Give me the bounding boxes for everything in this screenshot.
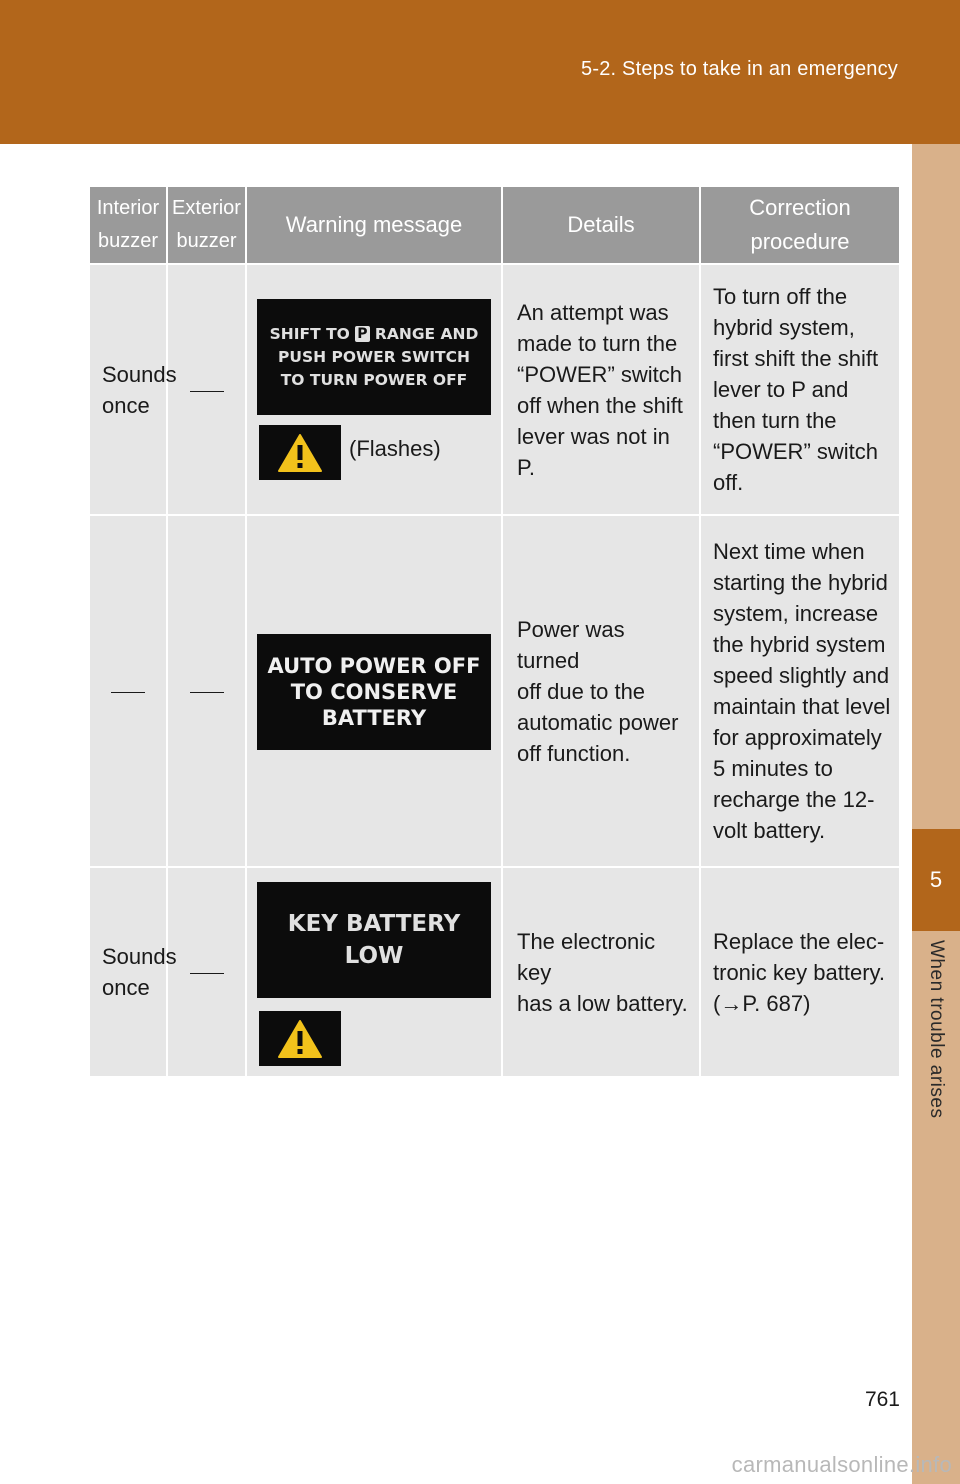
correction-line: recharge the 12- (713, 787, 875, 812)
warning-message-cell (246, 515, 502, 867)
lcd-display (257, 634, 491, 750)
details-line: lever was not in P. (517, 423, 670, 480)
details-line: automatic power (517, 709, 679, 735)
warning-triangle-icon (277, 433, 323, 473)
section-title: 5-2. Steps to take in an emergency (581, 58, 898, 80)
warning-message-cell (246, 867, 502, 1077)
correction-cell (700, 264, 900, 515)
header-details: Details (502, 186, 700, 264)
chapter-label (912, 940, 960, 1150)
correction-line: (→P. 687) (713, 990, 811, 1016)
header-interior-line2: buzzer (97, 230, 159, 252)
correction-line: the hybrid system (713, 632, 886, 657)
details-line: has a low battery. (517, 990, 688, 1016)
side-tab (912, 144, 960, 1484)
header-correction-line2: procedure (750, 229, 850, 254)
chapter-label-text: When trouble arises (926, 940, 947, 1119)
interior-buzzer-text: Sounds (102, 361, 177, 387)
header-correction (700, 186, 900, 264)
correction-line: hybrid system, (713, 315, 855, 340)
interior-buzzer-text: once (102, 392, 150, 418)
exterior-buzzer-cell (167, 867, 246, 1077)
lcd-line: AUTO POWER OFF (267, 654, 481, 678)
correction-line: tronic key battery. (713, 959, 885, 985)
correction-line: first shift the shift (713, 346, 879, 371)
lcd-line: TO TURN POWER OFF (280, 370, 468, 389)
warning-message-cell (246, 264, 502, 515)
correction-cell (700, 867, 900, 1077)
interior-buzzer-cell (89, 867, 177, 1077)
interior-buzzer-cell (89, 264, 177, 515)
correction-line: 5 minutes to (713, 756, 833, 781)
correction-line: lever to P and (713, 377, 849, 402)
details-cell (502, 515, 700, 867)
correction-line: off. (713, 470, 744, 495)
exterior-buzzer-cell (167, 264, 246, 515)
correction-cell (700, 515, 900, 867)
details-cell (502, 867, 700, 1077)
lcd-line: BATTERY (321, 706, 427, 730)
table-header-row (89, 186, 900, 264)
details-line: An attempt was (517, 299, 669, 325)
lcd-line: RANGE AND (374, 324, 479, 343)
warning-light-icon (259, 1011, 341, 1066)
correction-line: starting the hybrid (713, 570, 888, 595)
correction-line: maintain that level (713, 694, 891, 719)
details-line: Power was turned (517, 616, 625, 673)
details-line: “POWER” switch (517, 361, 682, 387)
flashes-label: (Flashes) (349, 436, 441, 461)
warning-triangle-icon (277, 1019, 323, 1059)
lcd-display (257, 299, 491, 415)
interior-buzzer-cell (89, 515, 167, 867)
dash-mark (111, 692, 145, 693)
dash-mark (190, 391, 224, 392)
header-correction-line1: Correction (749, 195, 851, 220)
table-row (89, 867, 900, 1077)
details-line: The electronic key (517, 928, 656, 985)
correction-line: system, increase (713, 601, 879, 626)
dash-mark (190, 692, 224, 693)
details-line: off when the shift (517, 392, 683, 418)
lcd-line: KEY BATTERY (287, 911, 461, 937)
details-line: off due to the (517, 678, 646, 704)
warning-table (88, 185, 901, 1078)
p-range-icon: P (357, 325, 368, 342)
interior-buzzer-text: Sounds (102, 944, 177, 969)
header-exterior-buzzer (167, 186, 246, 264)
correction-line: speed slightly and (713, 663, 890, 688)
lcd-display (257, 882, 491, 998)
correction-line: “POWER” switch (713, 439, 878, 464)
warning-light-icon (259, 425, 341, 480)
table-row (89, 515, 900, 867)
lcd-line: SHIFT TO (269, 324, 350, 343)
header-interior-line1: Interior (96, 197, 160, 219)
chapter-number: 5 (912, 829, 960, 931)
page-number: 761 (864, 1388, 900, 1411)
dash-mark (190, 973, 224, 974)
details-line: off function. (517, 740, 631, 766)
correction-line: volt battery. (713, 818, 826, 843)
header-exterior-line1: Exterior (172, 197, 241, 219)
interior-buzzer-text: once (102, 975, 150, 1000)
correction-line: then turn the (713, 408, 837, 433)
lcd-line: TO CONSERVE (290, 680, 458, 704)
watermark: carmanualsonline.info (731, 1452, 952, 1477)
header-interior-buzzer (89, 186, 167, 264)
correction-line: Next time when (713, 539, 865, 564)
header-warning-message: Warning message (246, 186, 502, 264)
correction-line: for approximately (713, 725, 882, 750)
lcd-line: LOW (344, 943, 404, 969)
lcd-line: PUSH POWER SWITCH (278, 347, 470, 366)
details-cell (502, 264, 700, 515)
header-exterior-line2: buzzer (176, 230, 237, 252)
correction-line: To turn off the (713, 284, 848, 309)
table-row (89, 264, 900, 515)
exterior-buzzer-cell (167, 515, 246, 867)
details-line: made to turn the (517, 330, 678, 356)
correction-line: Replace the elec- (713, 928, 885, 954)
